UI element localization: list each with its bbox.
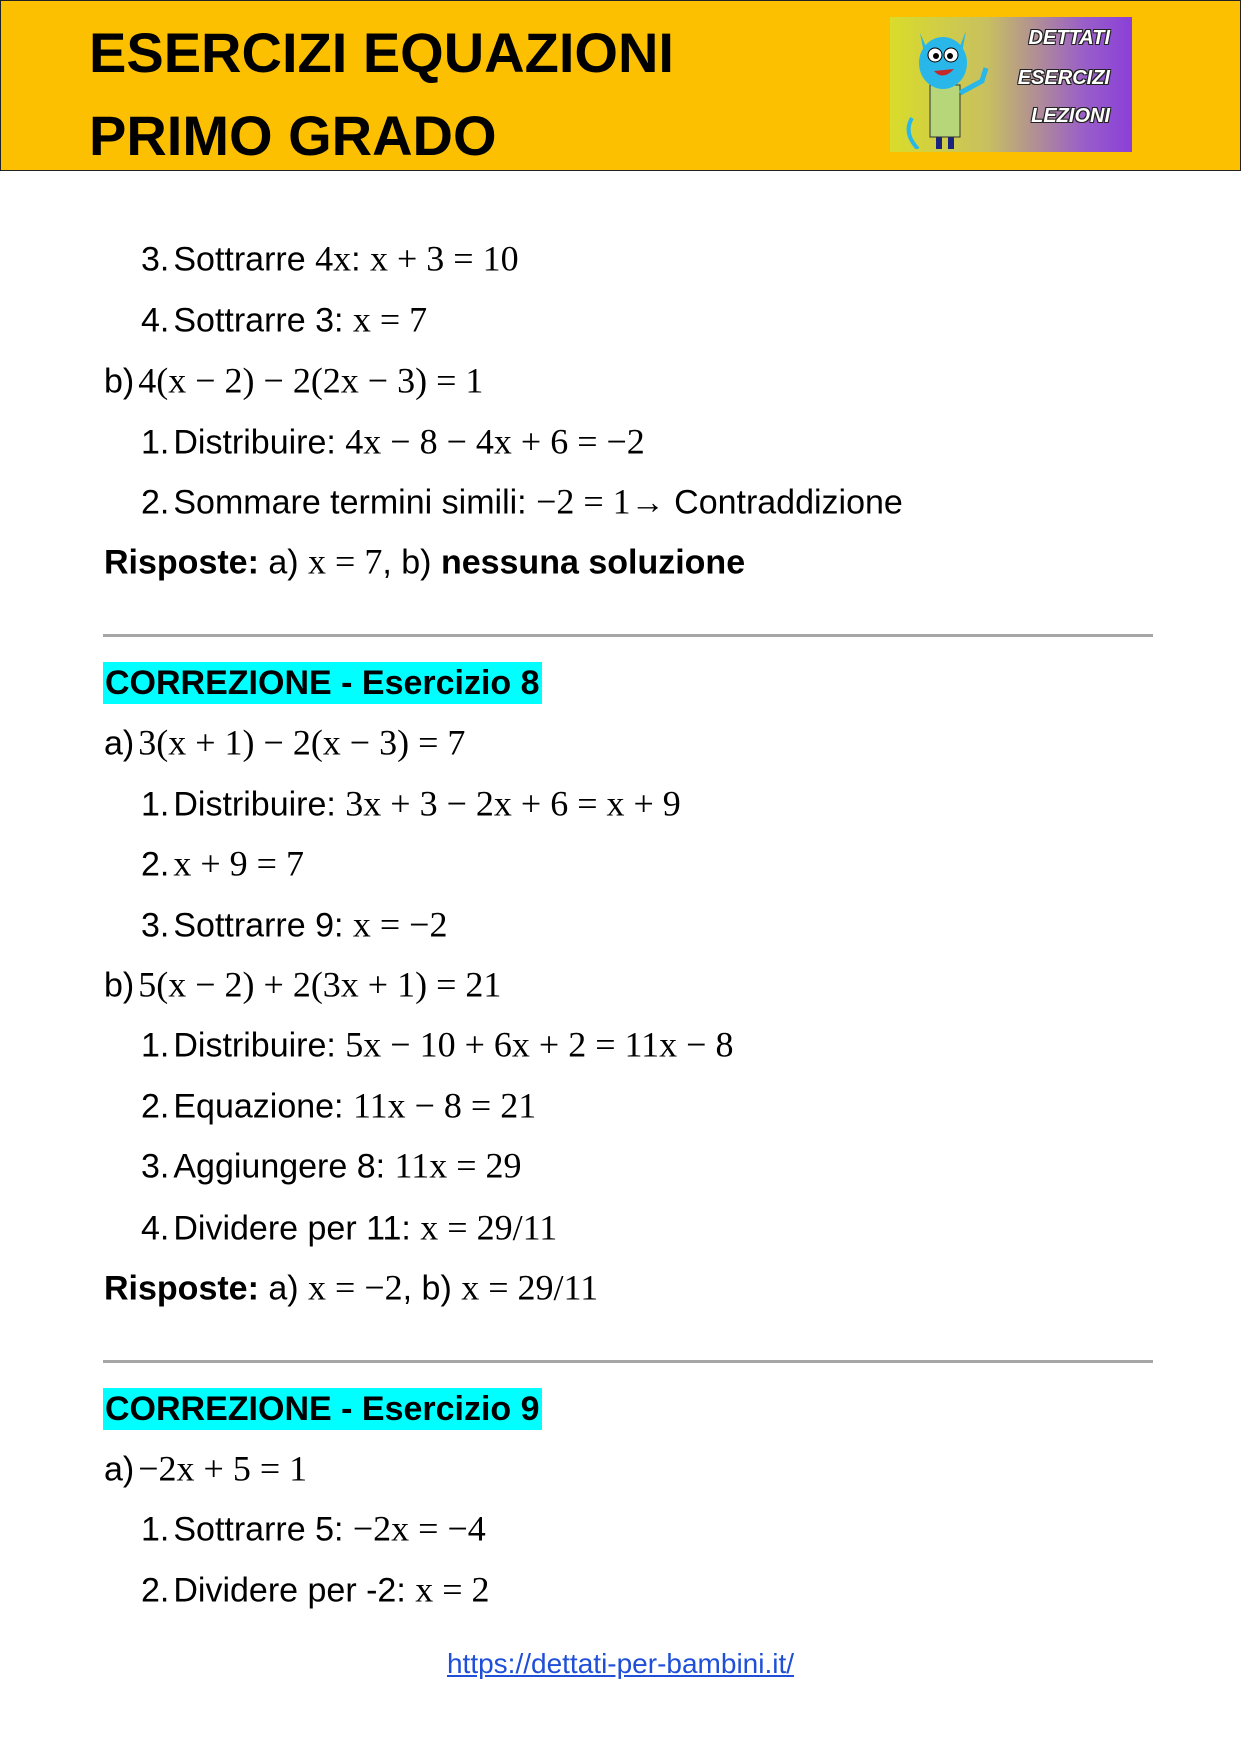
solution-line xyxy=(141,300,427,341)
answer-a-label: a) xyxy=(258,1269,309,1308)
line-math: x = −2 xyxy=(352,904,448,945)
line-number: 1. xyxy=(141,1026,170,1065)
line-math: x + 9 = 7 xyxy=(173,843,304,884)
solution-line xyxy=(104,1449,307,1490)
solution-line xyxy=(141,844,304,885)
answer-exercise-7 xyxy=(104,542,745,583)
divider xyxy=(103,1360,1153,1363)
solution-line xyxy=(104,361,483,402)
logo-word-3: LEZIONI xyxy=(1031,105,1110,127)
line-number: 1. xyxy=(141,1510,170,1549)
title-line-1: ESERCIZI EQUAZIONI xyxy=(89,21,674,84)
line-text: Distribuire: xyxy=(173,423,346,462)
solution-line xyxy=(141,905,447,946)
line-text: Aggiungere 8: xyxy=(173,1147,395,1186)
logo-word-1: DETTATI xyxy=(1028,27,1110,49)
cat-mascot-icon xyxy=(898,23,993,149)
line-math: 11x − 8 = 21 xyxy=(352,1085,537,1126)
heading-exercise-8: CORREZIONE - Esercizio 8 xyxy=(105,664,540,702)
solution-line xyxy=(141,1509,486,1550)
answer-b-math: x = 29/11 xyxy=(461,1267,599,1308)
line-number: 4. xyxy=(141,1209,170,1248)
solution-line xyxy=(141,1208,557,1249)
line-text-2: → Contraddizione xyxy=(630,483,903,522)
website-link[interactable]: https://dettati-per-bambini.it/ xyxy=(446,1648,795,1679)
solution-line xyxy=(141,1570,490,1611)
answer-a-math: x = 7 xyxy=(308,541,383,582)
line-number: 4. xyxy=(141,301,170,340)
line-number: 3. xyxy=(141,1147,170,1186)
answer-b-text: nessuna soluzione xyxy=(440,543,746,582)
answer-a-math: x = −2 xyxy=(308,1267,403,1308)
line-text: Equazione: xyxy=(173,1087,353,1126)
line-math: x = 7 xyxy=(352,299,428,340)
line-number: b) xyxy=(104,362,135,401)
line-number: 2. xyxy=(141,1571,170,1610)
line-math: 5(x − 2) + 2(3x + 1) = 21 xyxy=(138,964,502,1005)
line-number: 1. xyxy=(141,423,170,462)
line-number: 2. xyxy=(141,1087,170,1126)
line-number: a) xyxy=(104,1450,135,1489)
line-number: b) xyxy=(104,966,135,1005)
logo xyxy=(890,17,1132,152)
divider xyxy=(103,634,1153,637)
line-text: Sottrarre xyxy=(173,240,316,279)
solution-line xyxy=(141,239,519,280)
solution-line xyxy=(141,482,903,523)
line-math: 11x = 29 xyxy=(394,1145,522,1186)
line-math: 4x xyxy=(315,238,352,279)
line-text-2: : xyxy=(351,240,370,279)
solution-line xyxy=(141,1025,733,1066)
line-math: 3(x + 1) − 2(x − 3) = 7 xyxy=(138,722,466,763)
line-text: Sottrarre 9: xyxy=(173,906,353,945)
line-math: −2x = −4 xyxy=(352,1508,486,1549)
logo-word-2: ESERCIZI xyxy=(1017,67,1110,89)
answer-exercise-8 xyxy=(104,1268,598,1309)
line-text: Distribuire: xyxy=(173,785,346,824)
solution-line xyxy=(141,1086,536,1127)
line-text: Dividere per 11: xyxy=(173,1209,421,1248)
line-math: −2x + 5 = 1 xyxy=(138,1448,308,1489)
line-math: x = 2 xyxy=(415,1569,490,1610)
line-number: a) xyxy=(104,724,135,763)
line-number: 2. xyxy=(141,483,170,522)
line-math: 3x + 3 − 2x + 6 = x + 9 xyxy=(345,783,681,824)
line-math: 5x − 10 + 6x + 2 = 11x − 8 xyxy=(345,1024,734,1065)
solution-line xyxy=(141,422,645,463)
line-text: Sommare termini simili: xyxy=(173,483,537,522)
answer-a-label: a) xyxy=(258,543,309,582)
line-number: 3. xyxy=(141,906,170,945)
line-math: −2 = 1 xyxy=(536,481,631,522)
line-text: Distribuire: xyxy=(173,1026,346,1065)
line-number: 3. xyxy=(141,240,170,279)
answer-b-label: , b) xyxy=(402,1269,462,1308)
line-math: 4x − 8 − 4x + 6 = −2 xyxy=(345,421,645,462)
line-text: Sottrarre 3: xyxy=(173,301,353,340)
line-text: Sottrarre 5: xyxy=(173,1510,353,1549)
line-math: x = 29/11 xyxy=(420,1207,558,1248)
solution-line xyxy=(104,723,465,764)
line-text: Dividere per -2: xyxy=(173,1571,416,1610)
line-math-2: x + 3 = 10 xyxy=(369,238,519,279)
answer-label: Risposte: xyxy=(104,543,259,582)
line-number: 2. xyxy=(141,845,170,884)
answer-label: Risposte: xyxy=(104,1269,259,1308)
title-line-2: PRIMO GRADO xyxy=(89,104,497,167)
solution-line xyxy=(141,784,681,825)
solution-line xyxy=(104,965,501,1006)
solution-line xyxy=(141,1146,522,1187)
page-header xyxy=(0,0,1241,171)
answer-b-label: , b) xyxy=(382,543,441,582)
heading-exercise-9: CORREZIONE - Esercizio 9 xyxy=(105,1390,540,1428)
line-number: 1. xyxy=(141,785,170,824)
line-math: 4(x − 2) − 2(2x − 3) = 1 xyxy=(138,360,484,401)
